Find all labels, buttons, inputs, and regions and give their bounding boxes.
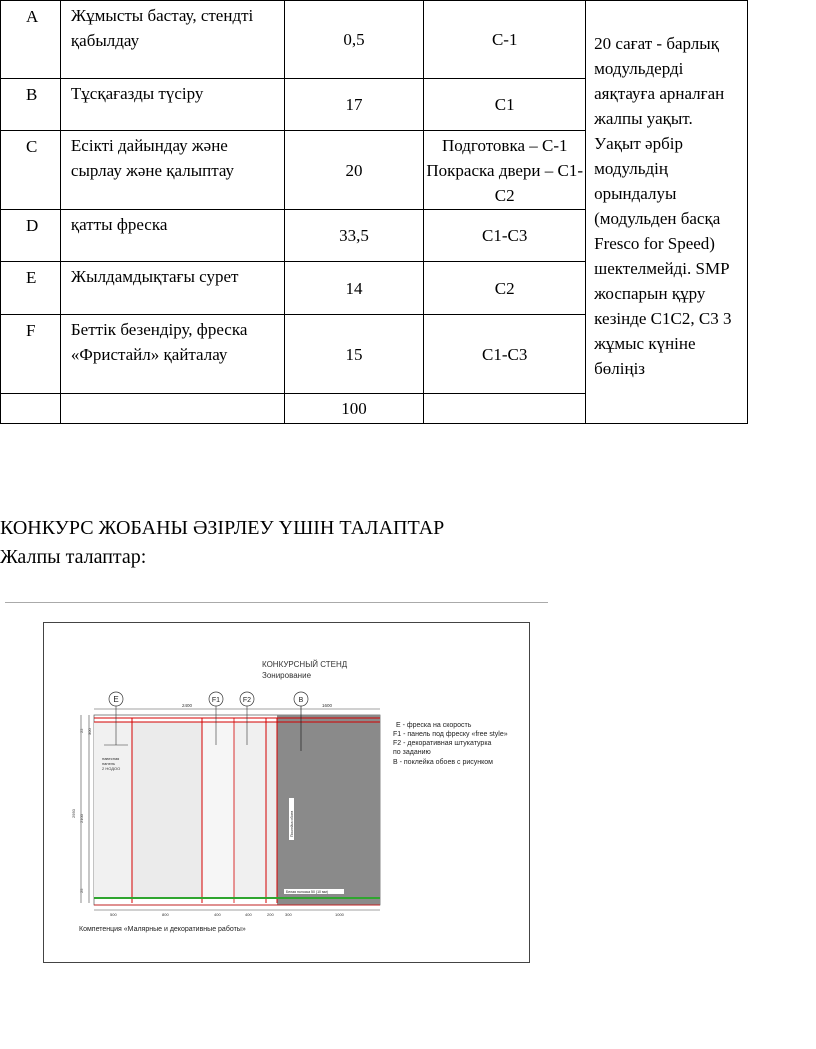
dimension-label: 2100 — [79, 814, 84, 823]
module-hours: 14 — [284, 262, 424, 315]
module-days: С1-С3 — [424, 315, 586, 394]
duration-note: 20 сағат - барлық модульдерді аяқтауға арналған жалпы уақыт. Уақыт әрбір модульдің орындалуы (модульден басқа Fresco for Speed) шектелмейді. SMP жоспарын құру кезінде С1С2, С3 3 жұмыс күніне бөліңіз — [586, 1, 748, 424]
svg-text:E: E — [113, 695, 119, 704]
module-letter: E — [1, 262, 61, 315]
module-hours: 15 — [284, 315, 424, 394]
section-heading: КОНКУРС ЖОБАНЫ ӘЗІРЛЕУ ҮШІН ТАЛАПТАР — [0, 517, 445, 539]
module-letter: A — [1, 1, 61, 79]
zone-f2 — [234, 722, 266, 898]
module-hours: 20 — [284, 131, 424, 210]
dimension-label: 200 — [267, 912, 274, 917]
panel-note: панель — [102, 761, 116, 766]
module-hours: 17 — [284, 79, 424, 131]
dimension-label: 25 — [79, 888, 84, 893]
module-name: Жылдамдықтағы сурет — [60, 262, 284, 315]
dimension-label: 2950 — [71, 809, 76, 818]
legend-item: F1 - панель под фреску «free style» — [393, 731, 508, 738]
divider — [5, 602, 548, 603]
module-hours: 0,5 — [284, 1, 424, 79]
stand-drawing-svg — [44, 623, 531, 964]
zone-gap — [266, 722, 277, 898]
module-name: Тұсқағазды түсіру — [60, 79, 284, 131]
total-hours: 100 — [284, 394, 424, 424]
drawing-title: КОНКУРСНЫЙ СТЕНД — [262, 660, 348, 669]
dimension-label: 22 — [79, 728, 84, 733]
legend-item: F2 - декоративная штукатурка — [393, 740, 492, 747]
module-letter: D — [1, 210, 61, 262]
dimension-label: 300 — [87, 728, 92, 735]
module-days: С-1 — [424, 1, 586, 79]
stand-zoning-drawing — [43, 622, 530, 963]
svg-text:B: B — [298, 697, 304, 704]
module-letter: B — [1, 79, 61, 131]
panel-note: 2 НОДОО — [102, 766, 121, 771]
module-days: Подготовка – С-1 Покраска двери – С1-С2 — [424, 131, 586, 210]
band-label: Белая полоска 50 (10 мм) — [286, 890, 328, 894]
dimension-label: 500 — [110, 912, 117, 917]
dimension-label: 800 — [162, 912, 169, 917]
empty-cell — [424, 394, 586, 424]
module-letter: F — [1, 315, 61, 394]
module-hours: 33,5 — [284, 210, 424, 262]
dimension-label: 1000 — [335, 912, 344, 917]
table-row — [1, 1, 748, 79]
module-name: Жұмысты бастау, стендті қабылдау — [60, 1, 284, 79]
dimension-label: 2400 — [182, 703, 193, 708]
legend-item: по заданию — [393, 749, 431, 756]
modules-table — [0, 0, 748, 424]
drawing-subtitle: Зонирование — [262, 671, 312, 680]
section-subheading: Жалпы талаптар: — [0, 546, 147, 568]
dark-zone-label: Поклейка обоев — [290, 810, 294, 837]
module-days: С1-С3 — [424, 210, 586, 262]
module-name: Беттік безендіру, фреска «Фристайл» қайталау — [60, 315, 284, 394]
dimension-label: 400 — [214, 912, 221, 917]
svg-text:F1: F1 — [211, 697, 221, 704]
svg-text:F2: F2 — [242, 697, 252, 704]
dimension-label: 400 — [245, 912, 252, 917]
drawing-footer: Компетенция «Малярные и декоративные работы» — [79, 926, 246, 933]
module-name: қатты фреска — [60, 210, 284, 262]
module-days: С1 — [424, 79, 586, 131]
legend-item: E - фреска на скорость — [396, 722, 472, 729]
dimension-label: 1600 — [322, 703, 333, 708]
empty-cell — [1, 394, 61, 424]
module-letter: C — [1, 131, 61, 210]
legend-item: B - поклейка обоев с рисунком — [393, 759, 493, 766]
zone-panel — [94, 722, 132, 898]
module-name: Есікті дайындау және сырлау және қалыптау — [60, 131, 284, 210]
empty-cell — [60, 394, 284, 424]
zone-e — [132, 722, 202, 898]
dimension-label: 300 — [285, 912, 292, 917]
module-days: С2 — [424, 262, 586, 315]
zone-f1 — [202, 722, 234, 898]
panel-note: навесная — [102, 756, 120, 761]
